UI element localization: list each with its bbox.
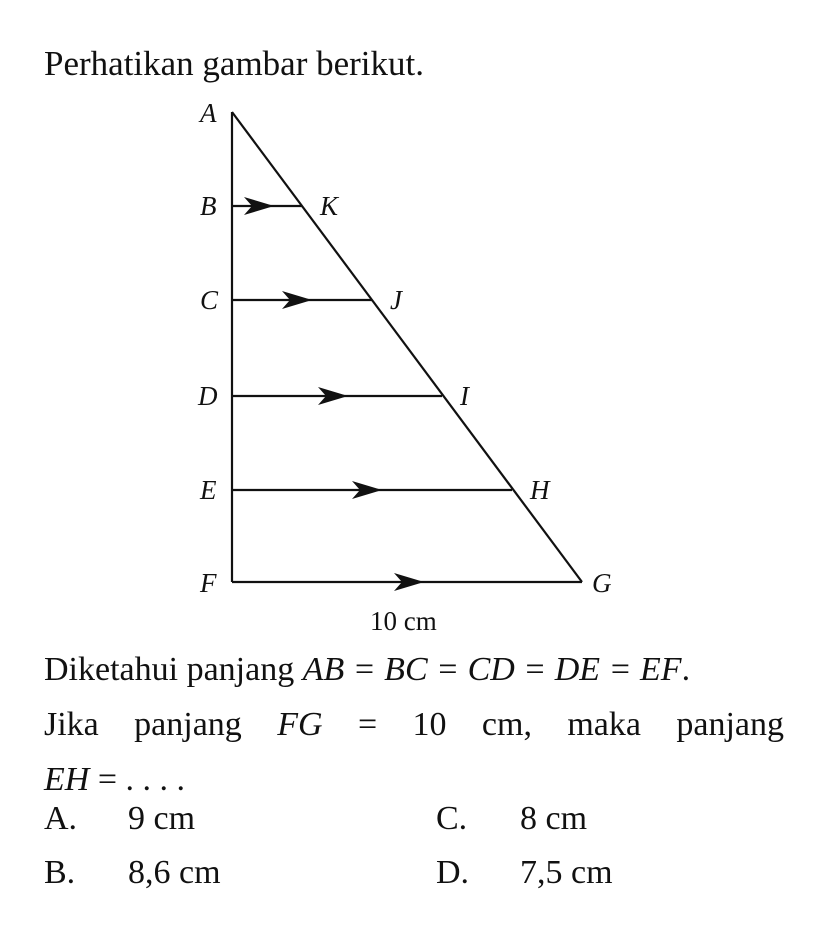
label-j: J — [390, 285, 402, 315]
option-b[interactable]: B. 8,6 cm — [44, 854, 221, 891]
option-c[interactable]: C. 8 cm — [436, 800, 588, 837]
label-h: H — [530, 475, 550, 505]
label-f: F — [200, 568, 217, 598]
segment-ag — [232, 112, 582, 582]
option-a[interactable]: A. 9 cm — [44, 800, 196, 837]
option-d[interactable]: D. 7,5 cm — [436, 854, 613, 891]
label-i: I — [460, 381, 469, 411]
question-line-end: EH = . . . . — [44, 761, 186, 798]
label-g: G — [592, 568, 612, 598]
label-d: D — [198, 381, 218, 411]
base-length-label: 10 cm — [370, 606, 437, 636]
label-k: K — [320, 191, 339, 221]
label-e: E — [200, 475, 217, 505]
label-a: A — [200, 98, 217, 128]
intro-text: Perhatikan gambar berikut. — [44, 44, 425, 83]
problem-statement — [44, 642, 784, 807]
given-line: Diketahui panjang AB = BC = CD = DE = EF. — [44, 651, 691, 688]
question-line: Jika panjang FG = 10 cm, maka panjang — [44, 706, 785, 743]
given-equation: AB = BC = CD = DE = EF — [302, 651, 682, 688]
label-c: C — [200, 285, 219, 315]
label-b: B — [200, 191, 217, 221]
